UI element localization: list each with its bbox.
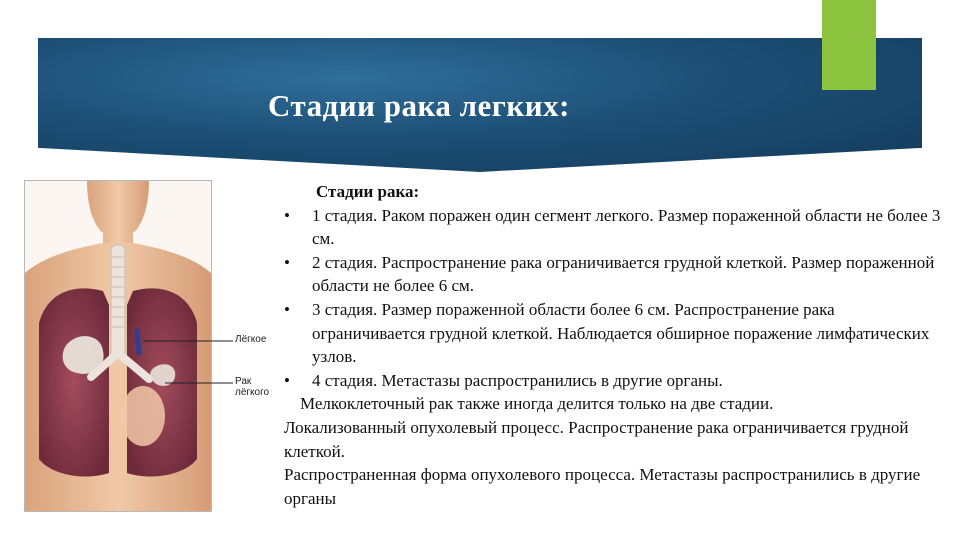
small-cell-note: Мелкоклеточный рак также иногда делится только на две стадии. [300,394,774,414]
stage-3-item: • 3 стадия. Размер пораженной области более 6 см. Распространение рака ограничивается грудной клеткой. Наблюдается обширное поражение лимфатических узлов. [284,298,949,369]
stage-1-item: • 1 стадия. Раком поражен один сегмент легкого. Размер пораженной области не более 3 см. [284,204,949,251]
localized-stage-text: Локализованный опухолевый процесс. Распространение рака ограничивается грудной клеткой. [284,417,909,461]
slide-title: Стадии рака легких: [268,88,570,123]
stage-4-item: • 4 стадия. Метастазы распространились в другие органы. [284,369,949,393]
lung-anatomy-illustration [24,180,270,512]
lung-label: Лёгкое [235,334,267,345]
slide-body-text [284,180,949,510]
stages-list [284,204,949,393]
stages-heading: Стадии рака: [316,182,420,201]
stage-2-item: • 2 стадия. Распространение рака ограничивается грудной клеткой. Размер пораженной области не более 6 см. [284,251,949,298]
lung-cancer-label: Рак лёгкого [235,376,270,398]
accent-bar [822,0,876,90]
widespread-stage-text: Распространенная форма опухолевого процесса. Метастазы распространились в другие органы [284,465,921,508]
label-leader-lines [25,181,285,511]
